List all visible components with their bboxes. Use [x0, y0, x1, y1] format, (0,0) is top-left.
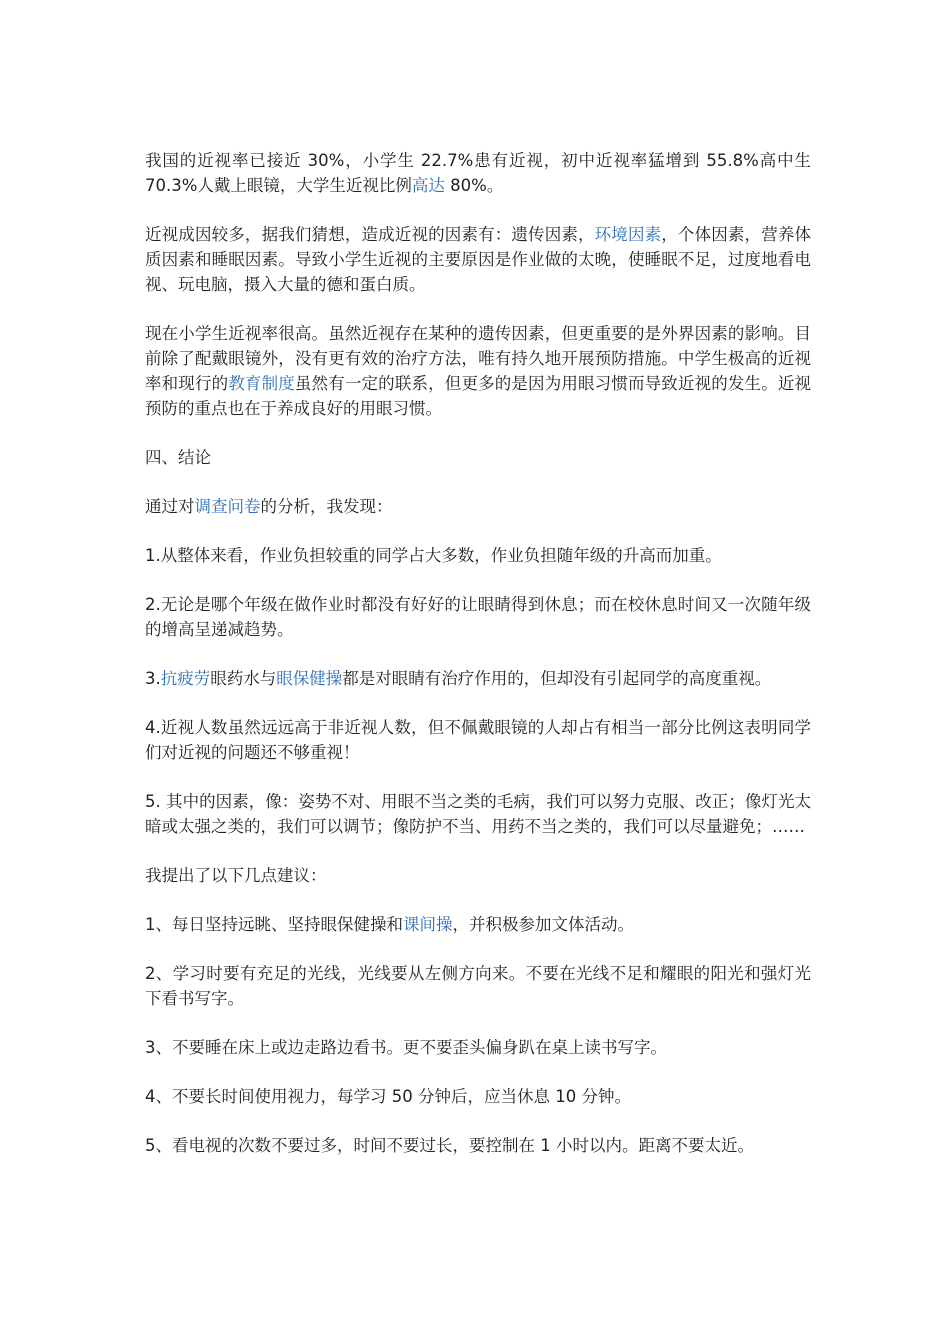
finding-3 — [145, 666, 811, 691]
link-education-system[interactable]: 教育制度 — [228, 374, 295, 393]
text: 虽然有一定的联系，但更多的是因为用眼习惯而导致近视的发生。近视预防的重点也在于养成良好的用眼习惯。 — [145, 374, 812, 418]
suggestion-5: 5、看电视的次数不要过多，时间不要过长，要控制在 1 小时以内。距离不要太近。 — [145, 1136, 754, 1155]
link-break-exercises[interactable]: 课间操 — [403, 915, 453, 934]
text: 80%。 — [444, 176, 504, 195]
myopia-rate-paragraph — [145, 148, 811, 198]
suggestion-3: 3、不要睡在床上或边走路边看书。更不要歪头偏身趴在桌上读书写字。 — [145, 1038, 667, 1057]
text: 都是对眼睛有治疗作用的，但却没有引起同学的高度重视。 — [342, 669, 772, 688]
text: 通过对 — [145, 497, 195, 516]
suggestion-4: 4、不要长时间使用视力，每学习 50 分钟后，应当休息 10 分钟。 — [145, 1087, 631, 1106]
finding-5: 5. 其中的因素，像：姿势不对、用眼不当之类的毛病，我们可以努力克服、改正；像灯光太暗或太强之类的，我们可以调节；像防护不当、用药不当之类的，我们可以尽量避免；…… — [145, 792, 811, 836]
finding-4: 4.近视人数虽然远远高于非近视人数，但不佩戴眼镜的人却占有相当一部分比例这表明同学们对近视的问题还不够重视！ — [145, 718, 811, 762]
link-gaoda[interactable]: 高达 — [411, 176, 445, 195]
link-questionnaire[interactable]: 调查问卷 — [194, 497, 261, 516]
suggestion-2: 2、学习时要有充足的光线，光线要从左侧方向来。不要在光线不足和耀眼的阳光和强灯光下看书写字。 — [145, 964, 811, 1008]
link-eye-exercises[interactable]: 眼保健操 — [276, 669, 343, 688]
text: 1、每日坚持远眺、坚持眼保健操和 — [145, 915, 403, 934]
text: 3. — [145, 669, 161, 688]
finding-1: 1.从整体来看，作业负担较重的同学占大多数，作业负担随年级的升高而加重。 — [145, 546, 722, 565]
suggestions-intro: 我提出了以下几点建议： — [145, 866, 327, 885]
myopia-prevention-paragraph — [145, 321, 811, 421]
text: 近视成因较多，据我们猜想，造成近视的因素有：遗传因素， — [145, 225, 595, 244]
text: 眼药水与 — [210, 669, 277, 688]
suggestion-1 — [145, 912, 811, 937]
link-anti-fatigue[interactable]: 抗疲劳 — [160, 669, 211, 688]
text: 我国的近视率已接近 30%，小学生 22.7%患有近视，初中近视率猛增到 55.8%高中生 70.3%人戴上眼镜，大学生近视比例 — [145, 151, 811, 195]
document-body — [145, 148, 811, 1182]
myopia-causes-paragraph — [145, 222, 811, 297]
text: ，并积极参加文体活动。 — [452, 915, 634, 934]
link-environment-factors[interactable]: 环境因素 — [594, 225, 662, 244]
text: 的分析，我发现： — [260, 497, 393, 516]
text: ，个体因素，营养体质因素和睡眠因素。导致小学生近视的主要原因是作业做的太晚，使睡眠不足，过度地看电视、玩电脑，摄入大量的德和蛋白质。 — [145, 225, 812, 294]
section-heading-conclusion: 四、结论 — [145, 448, 211, 467]
text: 现在小学生近视率很高。虽然近视存在某种的遗传因素，但更重要的是外界因素的影响。目前除了配戴眼镜外，没有更有效的治疗方法，唯有持久地开展预防措施。中学生极高的近视率和现行的 — [145, 324, 811, 393]
analysis-intro-paragraph — [145, 494, 811, 519]
finding-2: 2.无论是哪个年级在做作业时都没有好好的让眼睛得到休息；而在校休息时间又一次随年级的增高呈递减趋势。 — [145, 595, 811, 639]
